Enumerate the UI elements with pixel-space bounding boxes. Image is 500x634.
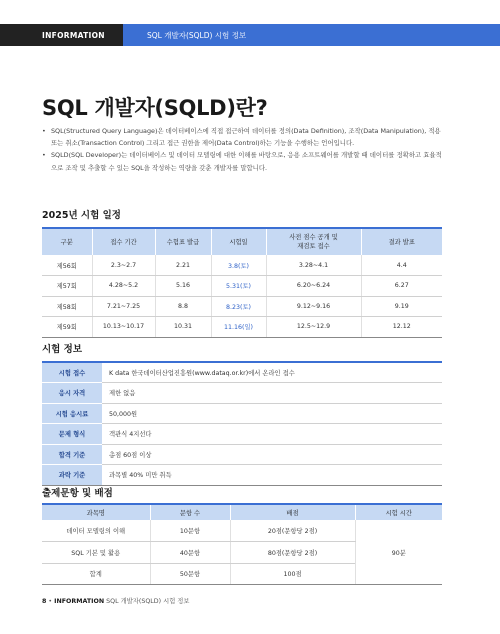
header-bar (0, 24, 500, 46)
table-cell: 제57회 (42, 276, 92, 297)
footer-section: INFORMATION (54, 598, 105, 605)
footer-separator: • (48, 598, 55, 605)
info-row (42, 444, 442, 465)
page-number: 8 (42, 598, 47, 605)
table-cell: 6.27 (361, 276, 442, 297)
column-header: 접수 기간 (92, 228, 155, 255)
exam-info-heading: 시험 정보 (42, 344, 83, 355)
table-cell: 8.8 (155, 296, 211, 317)
info-row (42, 362, 442, 383)
info-key: 시험 접수 (42, 362, 102, 383)
info-value: 제한 없음 (102, 383, 442, 404)
table-header-row (42, 504, 442, 520)
info-value: 과목별 40% 미만 취득 (102, 465, 442, 486)
table-row (42, 317, 442, 338)
info-key: 시험 응시료 (42, 403, 102, 424)
table-cell: 12.5~12.9 (266, 317, 361, 338)
page-footer (42, 596, 189, 605)
table-cell: 9.12~9.16 (266, 296, 361, 317)
info-row (42, 403, 442, 424)
table-cell: 50문항 (150, 563, 230, 585)
exam-date-cell: 3.8(토) (211, 255, 266, 276)
exam-time-cell: 90분 (355, 520, 442, 585)
column-header: 문항 수 (150, 504, 230, 520)
column-header: 사전 점수 공개 및 재검토 접수 (266, 228, 361, 255)
subjects-heading: 출제문항 및 배점 (42, 488, 113, 499)
table-cell: 3.28~4.1 (266, 255, 361, 276)
table-cell: 4.28~5.2 (92, 276, 155, 297)
table-row (42, 296, 442, 317)
info-row (42, 424, 442, 445)
table-cell: 10.13~10.17 (92, 317, 155, 338)
column-header: 수험표 발급 (155, 228, 211, 255)
table-cell: 4.4 (361, 255, 442, 276)
table-cell: 9.19 (361, 296, 442, 317)
info-value: 객관식 4지선다 (102, 424, 442, 445)
info-value: K data 한국데이터산업진흥원(www.dataq.or.kr)에서 온라인 접수 (102, 362, 442, 383)
table-cell: 40문항 (150, 542, 230, 564)
table-cell: 80점(문항당 2점) (230, 542, 355, 564)
exam-date-cell: 5.31(토) (211, 276, 266, 297)
table-row (42, 520, 442, 542)
page-title: SQL 개발자(SQLD)란? (42, 96, 268, 120)
footer-text: SQL 개발자(SQLD) 시험 정보 (106, 598, 190, 605)
table-cell: 2.21 (155, 255, 211, 276)
exam-date-cell: 8.23(토) (211, 296, 266, 317)
info-row (42, 465, 442, 486)
table-row (42, 276, 442, 297)
info-key: 과락 기준 (42, 465, 102, 486)
info-row (42, 383, 442, 404)
table-cell: 7.21~7.25 (92, 296, 155, 317)
intro-bullet: • SQL(Structured Query Language)은 데이터베이스에 직접 접근하여 데이터를 정의(Data Definition), 조작(Data Manipulation), 적용 또는 취소(Transaction Control) 그리고 접근 권한을 제어(Data Control)하는 기능을 수행하는 언어입니다. (42, 125, 442, 149)
table-cell: 20점(문항당 2점) (230, 520, 355, 542)
table-cell: 2.3~2.7 (92, 255, 155, 276)
info-value: 총점 60점 이상 (102, 444, 442, 465)
table-cell: 10.31 (155, 317, 211, 338)
table-cell: SQL 기본 및 활용 (42, 542, 150, 564)
header-subtitle: SQL 개발자(SQLD) 시험 정보 (123, 24, 500, 46)
info-key: 문제 형식 (42, 424, 102, 445)
section-label: INFORMATION (0, 24, 123, 46)
exam-date-cell: 11.16(일) (211, 317, 266, 338)
table-cell: 제59회 (42, 317, 92, 338)
table-row (42, 255, 442, 276)
table-cell: 10문항 (150, 520, 230, 542)
intro-text (42, 125, 442, 174)
exam-info-table (42, 361, 442, 486)
info-key: 응시 자격 (42, 383, 102, 404)
table-cell: 제56회 (42, 255, 92, 276)
table-cell: 100점 (230, 563, 355, 585)
table-cell: 합계 (42, 563, 150, 585)
table-cell: 데이터 모델링의 이해 (42, 520, 150, 542)
table-header-row (42, 228, 442, 255)
intro-bullet: • SQLD(SQL Developer)는 데이터베이스 및 데이터 모델링에 대한 이해를 바탕으로, 응용 소프트웨어를 개발할 때 데이터를 정확하고 효율적으로 조작 및 추출할 수 있는 SQL을 작성하는 역량을 갖춘 개발자를 말합니다. (42, 149, 442, 173)
schedule-table (42, 227, 442, 338)
table-cell: 12.12 (361, 317, 442, 338)
table-cell: 제58회 (42, 296, 92, 317)
info-value: 50,000원 (102, 403, 442, 424)
schedule-heading: 2025년 시험 일정 (42, 210, 121, 221)
info-key: 합격 기준 (42, 444, 102, 465)
column-header: 구분 (42, 228, 92, 255)
table-cell: 5.16 (155, 276, 211, 297)
column-header: 시험일 (211, 228, 266, 255)
subjects-table (42, 503, 442, 585)
table-cell: 6.20~6.24 (266, 276, 361, 297)
column-header: 결과 발표 (361, 228, 442, 255)
column-header: 배점 (230, 504, 355, 520)
column-header: 과목명 (42, 504, 150, 520)
column-header: 시험 시간 (355, 504, 442, 520)
